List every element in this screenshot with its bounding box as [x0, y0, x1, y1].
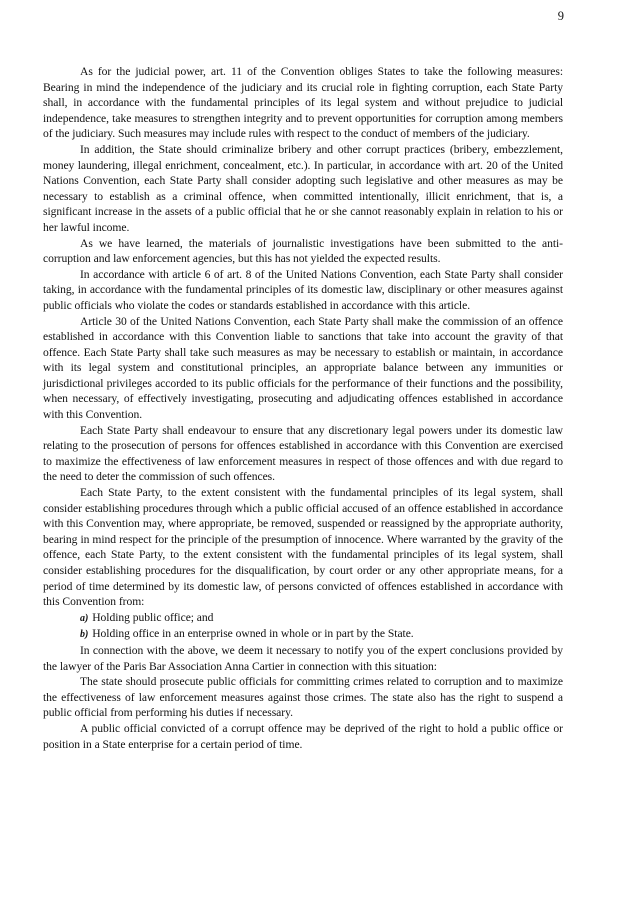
paragraph: As we have learned, the materials of journalistic investigations have been submitted to the anti-corruption and law enforcement agencies, but this has not yielded the expected results. — [43, 236, 563, 266]
disqualification-list — [43, 610, 563, 643]
list-item-text: Holding public office; and — [92, 610, 214, 624]
paragraph: In addition, the State should criminalize bribery and other corrupt practices (bribery, embezzlement, money laundering, illegal enrichment, concealment, etc.). In particular, in accordance with art. 20 of the United Nations Convention, each State Party shall consider adopting such legislative and other measures as may be necessary to establish as a criminal offence, when committed intentionally, illicit enrichment, that is, a significant increase in the assets of a public official that he or she cannot reasonably explain in relation to his or her lawful income. — [43, 142, 563, 234]
paragraph: Each State Party shall endeavour to ensure that any discretionary legal powers under its domestic law relating to the prosecution of persons for offences established in accordance with this Convention are exercised to maximize the effectiveness of law enforcement measures in respect of those offences and with due regard to the need to deter the commission of such offences. — [43, 423, 563, 484]
paragraph: In connection with the above, we deem it necessary to notify you of the expert conclusions provided by the lawyer of the Paris Bar Association Anna Cartier in connection with this situation: — [43, 643, 563, 673]
paragraph: A public official convicted of a corrupt offence may be deprived of the right to hold a public office or position in a State enterprise for a certain period of time. — [43, 721, 563, 751]
paragraph: Article 30 of the United Nations Convention, each State Party shall make the commission of an offence established in accordance with this Convention liable to sanctions that take into account the gravity of that offence. Each State Party shall take such measures as may be necessary to establish or maintain, in accordance with its legal system and constitutional principles, an appropriate balance between any immunities or jurisdictional privileges accorded to its public officials for the performance of their functions and the possibility, when necessary, of effectively investigating, prosecuting and adjudicating offences established in accordance with this Convention. — [43, 314, 563, 422]
paragraph: In accordance with article 6 of art. 8 of the United Nations Convention, each State Party shall consider taking, in accordance with the fundamental principles of its domestic law, disciplinary or other measures against public officials who violate the codes or standards established in accordance with this article. — [43, 267, 563, 312]
paragraph: The state should prosecute public officials for committing crimes related to corruption and to maximize the effectiveness of law enforcement measures against those crimes. The state also has the right to suspend a public official from performing his duties if necessary. — [43, 675, 563, 720]
paragraph: Each State Party, to the extent consistent with the fundamental principles of its legal system, shall consider establishing procedures through which a public official accused of an offence established in accordance with this Convention may, where appropriate, be removed, suspended or reassigned by the appropriate authority, bearing in mind respect for the principle of the presumption of innocence. Where warranted by the gravity of the offence, each State Party, to the extent consistent with the fundamental principles of its legal system, shall consider establishing procedures for the disqualification, by court order or any other appropriate means, for a period of time determined by its domestic law, of persons convicted of offences established in accordance with this Convention from: — [43, 486, 563, 609]
paragraph: As for the judicial power, art. 11 of the Convention obliges States to take the following measures: Bearing in mind the independence of the judiciary and its crucial role in fighting corruption, each State Party shall, in accordance with the fundamental principles of its legal system and without prejudice to judicial independence, take measures to strengthen integrity and to prevent opportunities for corruption among members of the judiciary. Such measures may include rules with respect to the conduct of members of the judiciary. — [43, 65, 563, 141]
list-item — [43, 626, 563, 643]
body-text — [43, 64, 563, 752]
list-item — [43, 610, 563, 627]
page-number: 9 — [557, 9, 564, 23]
list-marker: a) — [80, 612, 89, 624]
list-item-text: Holding office in an enterprise owned in whole or in part by the State. — [92, 627, 414, 641]
list-marker: b) — [80, 629, 89, 641]
